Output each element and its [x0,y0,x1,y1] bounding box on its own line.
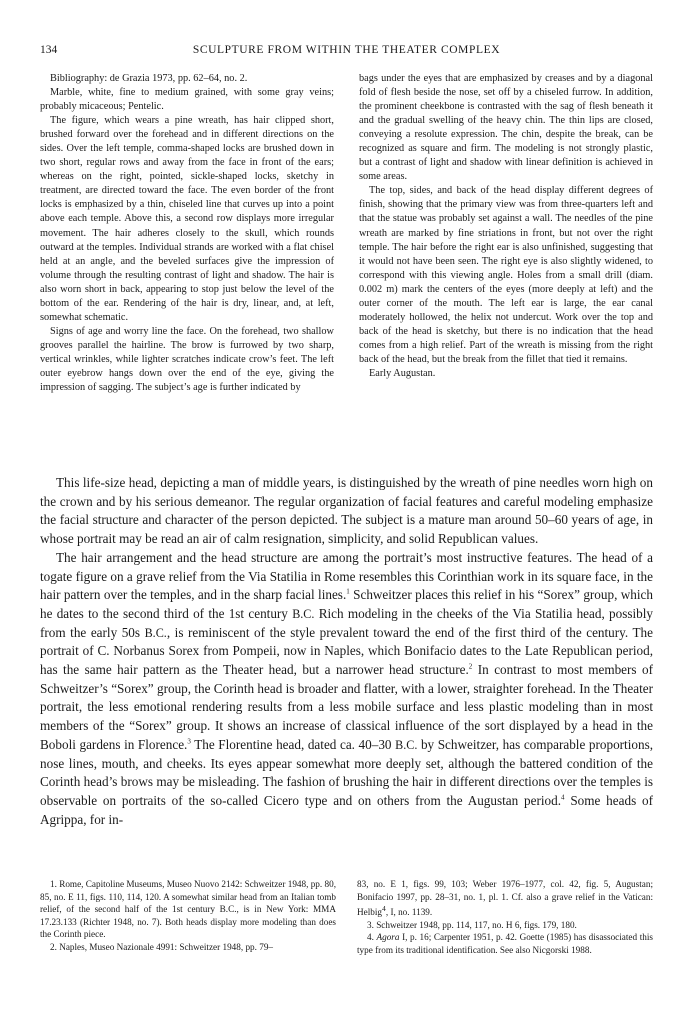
footnote: 3. Schweitzer 1948, pp. 114, 117, no. H 6, figs. 179, 180. [367,919,577,930]
text-run: , is reminiscent of the style prevalent toward the end of the first third of the century. The portrait of C. Norbanus Sorex from Pompeii, now in Naples, which Bonifacio dates to the Late Republican period, has the same hair pattern as the Theater head, but a narrower head structure. [40,624,653,678]
running-head: SCULPTURE FROM WITHIN THE THEATER COMPLEX [192,44,501,56]
text-run: Some heads of Agrippa, for in- [40,792,653,827]
description-paragraph: bags under the eyes that are emphasized by creases and by a diagonal fold of flesh beside the nose, set off by a chiseled furrow. In addition, the prominent cheekbone is contrasted with the sag of flesh beneath it and the gradual swelling of the heavy chin. The thin lips are closed, conveying a resolute expression. The chin, despite the break, can be recognized as square and firm. The modeling is not strongly plastic, but a contrast of light and shadow with linear definition is achieved in some areas. [359,73,653,183]
footnote-ref[interactable]: 2 [468,662,473,671]
text-run: I, p. 16; Carpenter 1951, p. 42. Goette (1985) has disassociated this type from its traditional identification. See also Nicgorski 1988. [357,932,653,956]
material: Marble, white, fine to medium grained, with some gray veins; probably micaceous; Pentelic. [40,87,334,113]
text-run: 4. [367,932,377,943]
footnote-ref[interactable]: 3 [187,737,191,746]
footnote-ref[interactable]: 4 [561,793,565,802]
catalog-entry [40,72,653,464]
footnotes [40,878,653,998]
catalog-column-right [359,72,653,381]
series-title: Agora [376,932,400,943]
text-run: The hair arrangement and the head structure are among the portrait’s most instructive features. The head of a togate figure on a grave relief from the Via Statilia in Rome resembles this Corinthian work in its square face, in the hair pattern over the temples, and in the sharp facial lines. [40,549,653,603]
description-paragraph: Signs of age and worry line the face. On the forehead, two shallow grooves parallel the hairline. The brow is furrowed by two sharp, vertical wrinkles, while lighter scratches indicate crow’s feet. The left outer eyebrow hangs down over the end of the eye, giving the impression of sagging. The subject’s age is further indicated by [40,325,334,394]
era-abbrev: B.C. [292,606,315,621]
description-paragraph: The figure, which wears a pine wreath, has hair clipped short, brushed forward over the forehead and in different directions on the sides. Over the left temple, comma-shaped locks are brushed down in two short, regular rows and away from the face in front of the ears; whereas on the right, pointed, sickle-shaped locks, sketchy in treatment, are directed toward the face. The even border of the front locks is emphasized by a thin, chiseled line that curves up into a point above each temple. Above this, a second row displays more irregular movement. The hair adheres closely to the skull, which rounds outward at the temples. Individual strands are worked with a flat chisel held at an angle, and the beveled surfaces give the impression of volume through the resulting contrast of light and shadow. The hair is also worn short in back, appearing to stop just below the level of the bottom of the ear. Rendering of the hair is dry, linear, and, at left, somewhat schematic. [40,115,334,323]
footnotes-right [357,878,653,957]
footnotes-left [40,878,336,954]
footnote [357,878,653,919]
text-run: In contrast to most members of Schweitzer’s “Sorex” group, the Corinth head is broader and flatter, with a lower, straighter forehead. In the Theater portrait, the less emotional rendering results from a less mobile surface and less plastic modeling than in most members of the “Sorex” group. It shows an increase of classical influence of the sort displayed by a head in the Boboli gardens in Florence. [40,662,654,752]
body-paragraph: This life-size head, depicting a man of middle years, is distinguished by the wreath of pine needles worn high on the crown and by his serious demeanor. The regular organization of facial features and careful modeling emphasize the facial structure and character of the person depicted. The subject is a mature man around 50–60 years of age, in whose portrait may be read an air of calm resignation, simplicity, and solid Republican values. [40,475,653,547]
era-abbrev: B.C. [395,737,418,752]
footnote-ref[interactable]: 1 [346,587,350,596]
catalog-column-left [40,72,334,395]
text-run: Rich modeling in the cheeks of the Via Statilia head, possibly from the early 50s [40,605,654,640]
edition-sup: 4 [382,904,386,914]
page-number: 134 [40,44,58,56]
text-run: , I, no. 1139. [385,907,433,918]
description-paragraph: The top, sides, and back of the head display different degrees of finish, showing that the primary view was from three-quarters left and that the statue was probably set against a wall. The needles of the pine wreath are marked by fine striations in front, but not over the right temple. The hair before the right ear is also unfinished, suggesting that it would not have been seen. The right eye is also slightly widened, to correspond with this viewing angle. Holes from a small drill (diam. 0.002 m) mark the centers of the eyes (more deeply at left) and the outer corner of the mouth. The left ear is large, the ear canal moderately hollowed, the helix not undercut. Work over the top and back of the head is sketchy, but there is no indication that the head comes from a high relief. Part of the wreath is missing from the right back of the head, but the break from the fillet that tied it remains. [359,185,653,365]
era-abbrev: B.C. [144,625,167,640]
footnote: 1. Rome, Capitoline Museums, Museo Nuovo 2142: Schweitzer 1948, pp. 80, 85, no. E 11, figs. 110, 114, 120. A somewhat similar head from an Italian tomb relief, of the second half of the 1st century B.C., is in New York: MMA 17.23.133 (Richter 1948, no. 7). Both heads display more modeling than does the Corinth piece. [40,879,336,940]
page-header [40,44,653,60]
footnote: 2. Naples, Museo Nazionale 4991: Schweitzer 1948, pp. 79– [50,941,274,952]
bibliography: Bibliography: de Grazia 1973, pp. 62–64, no. 2. [50,73,248,84]
date-line: Early Augustan. [369,367,436,379]
text-run: 83, no. E 1, figs. 99, 103; Weber 1976–1977, col. 42, fig. 5, Augustan; Bonifacio 1997, pp. 28–31, no. 1, pl. 1. Cf. also a grave relief in the Vatican: Helbig [357,879,653,918]
text-run: Schweitzer places this relief in his “Sorex” group, which he dates to the second third of the 1st century [40,587,653,621]
footnote [357,931,653,956]
body-paragraph [40,549,653,830]
text-run: by Schweitzer, has comparable proportions, nose lines, mouth, and cheeks. Its eyes appear somewhat more deeply set, although the battered condition of the Corinth head’s brows may be misleading. The fashion of brushing the hair in different directions over the temples is observable on portraits of the so-called Cicero type and on others from the Augustan period. [40,736,654,808]
main-text [40,474,653,829]
text-run: The Florentine head, dated ca. 40–30 [190,736,396,752]
